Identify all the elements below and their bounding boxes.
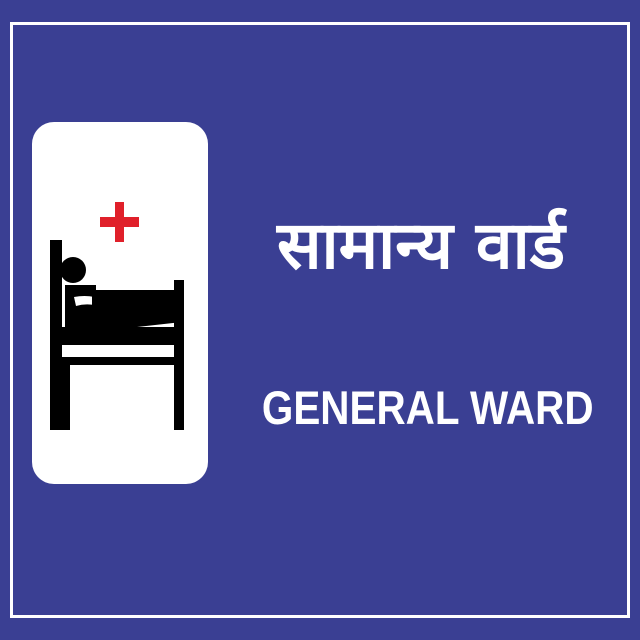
title-hindi: सामान्य वार्ड bbox=[276, 207, 566, 284]
medical-cross-icon bbox=[100, 202, 139, 242]
hospital-bed-patient-icon bbox=[32, 122, 208, 484]
icon-panel bbox=[32, 122, 208, 484]
title-english: GENERAL WARD bbox=[261, 381, 594, 434]
